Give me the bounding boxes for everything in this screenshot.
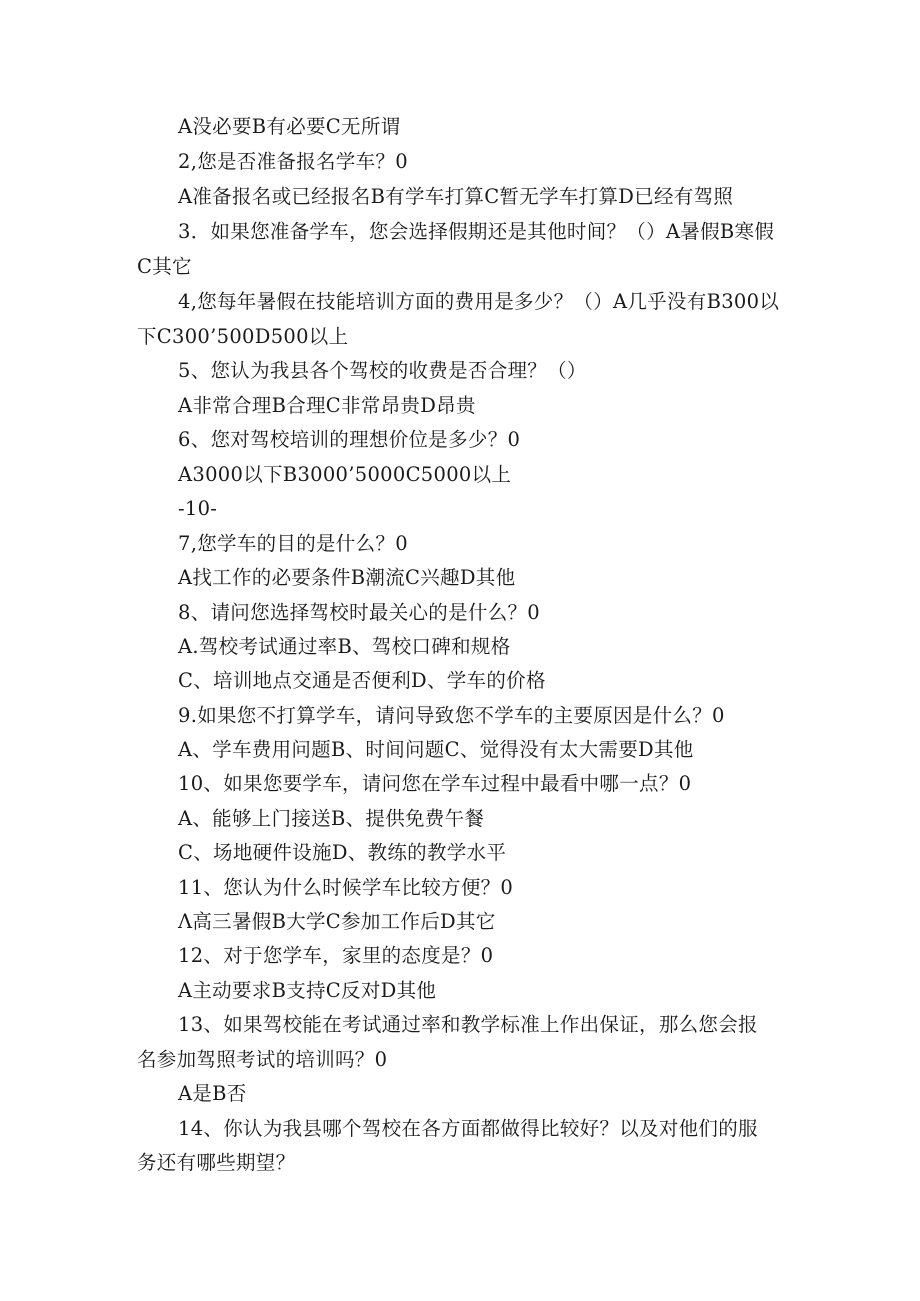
q6-question: 6、您对驾校培训的理想价位是多少？0 — [178, 428, 521, 451]
q14-question: 14、你认为我县哪个驾校在各方面都做得比较好？以及对他们的服 — [178, 1117, 758, 1140]
q7-question: 7,您学车的目的是什么？0 — [178, 532, 408, 555]
q3-question-cont: C其它 — [137, 255, 192, 278]
page-number: -10- — [178, 497, 218, 520]
q2-question: 2,您是否准备报名学车？0 — [178, 150, 408, 173]
q10-options-2: C、场地硬件设施D、教练的教学水平 — [178, 841, 507, 864]
q2-options: A准备报名或已经报名B有学车打算C暂无学车打算D已经有驾照 — [178, 185, 734, 208]
q10-question: 10、如果您要学车，请问您在学车过程中最看中哪一点？0 — [178, 772, 692, 795]
q1-options: A没必要B有必要C无所谓 — [178, 115, 401, 138]
q12-question: 12、对于您学车，家里的态度是？0 — [178, 944, 494, 967]
q12-options: A主动要求B支持C反对D其他 — [178, 979, 437, 1002]
q5-question: 5、您认为我县各个驾校的收费是否合理？（） — [178, 359, 587, 382]
q13-options: A是B否 — [178, 1082, 247, 1105]
q4-question-cont: 下C300’500D500以上 — [137, 325, 349, 348]
q8-question: 8、请问您选择驾校时最关心的是什么？0 — [178, 601, 541, 624]
q13-question-cont: 名参加驾照考试的培训吗？0 — [137, 1048, 388, 1071]
q9-options: A、学车费用问题B、时间问题C、觉得没有太大需要D其他 — [178, 738, 694, 761]
q7-options: A找工作的必要条件B潮流C兴趣D其他 — [178, 566, 516, 589]
q6-options: A3000以下B3000’5000C5000以上 — [178, 463, 512, 486]
q9-question: 9.如果您不打算学车，请问导致您不学车的主要原因是什么？0 — [178, 704, 725, 727]
q3-question: 3．如果您准备学车，您会选择假期还是其他时间？（）A暑假B寒假 — [178, 220, 775, 243]
q13-question: 13、如果驾校能在考试通过率和教学标准上作出保证，那么您会报 — [178, 1013, 758, 1036]
q10-options-1: A、能够上门接送B、提供免费午餐 — [178, 807, 485, 830]
q5-options: A非常合理B合理C非常昂贵D昂贵 — [178, 394, 476, 417]
q8-options-1: A.驾校考试通过率B、驾校口碑和规格 — [178, 635, 511, 658]
q14-question-cont: 务还有哪些期望？ — [137, 1151, 296, 1174]
q8-options-2: C、培训地点交通是否便利D、学车的价格 — [178, 669, 546, 692]
q11-options: Λ高三暑假B大学C参加工作后D其它 — [178, 910, 496, 933]
q11-question: 11、您认为什么时候学车比较方便？0 — [178, 876, 514, 899]
q4-question: 4,您每年暑假在技能培训方面的费用是多少？（）A几乎没有B300以 — [178, 290, 780, 313]
